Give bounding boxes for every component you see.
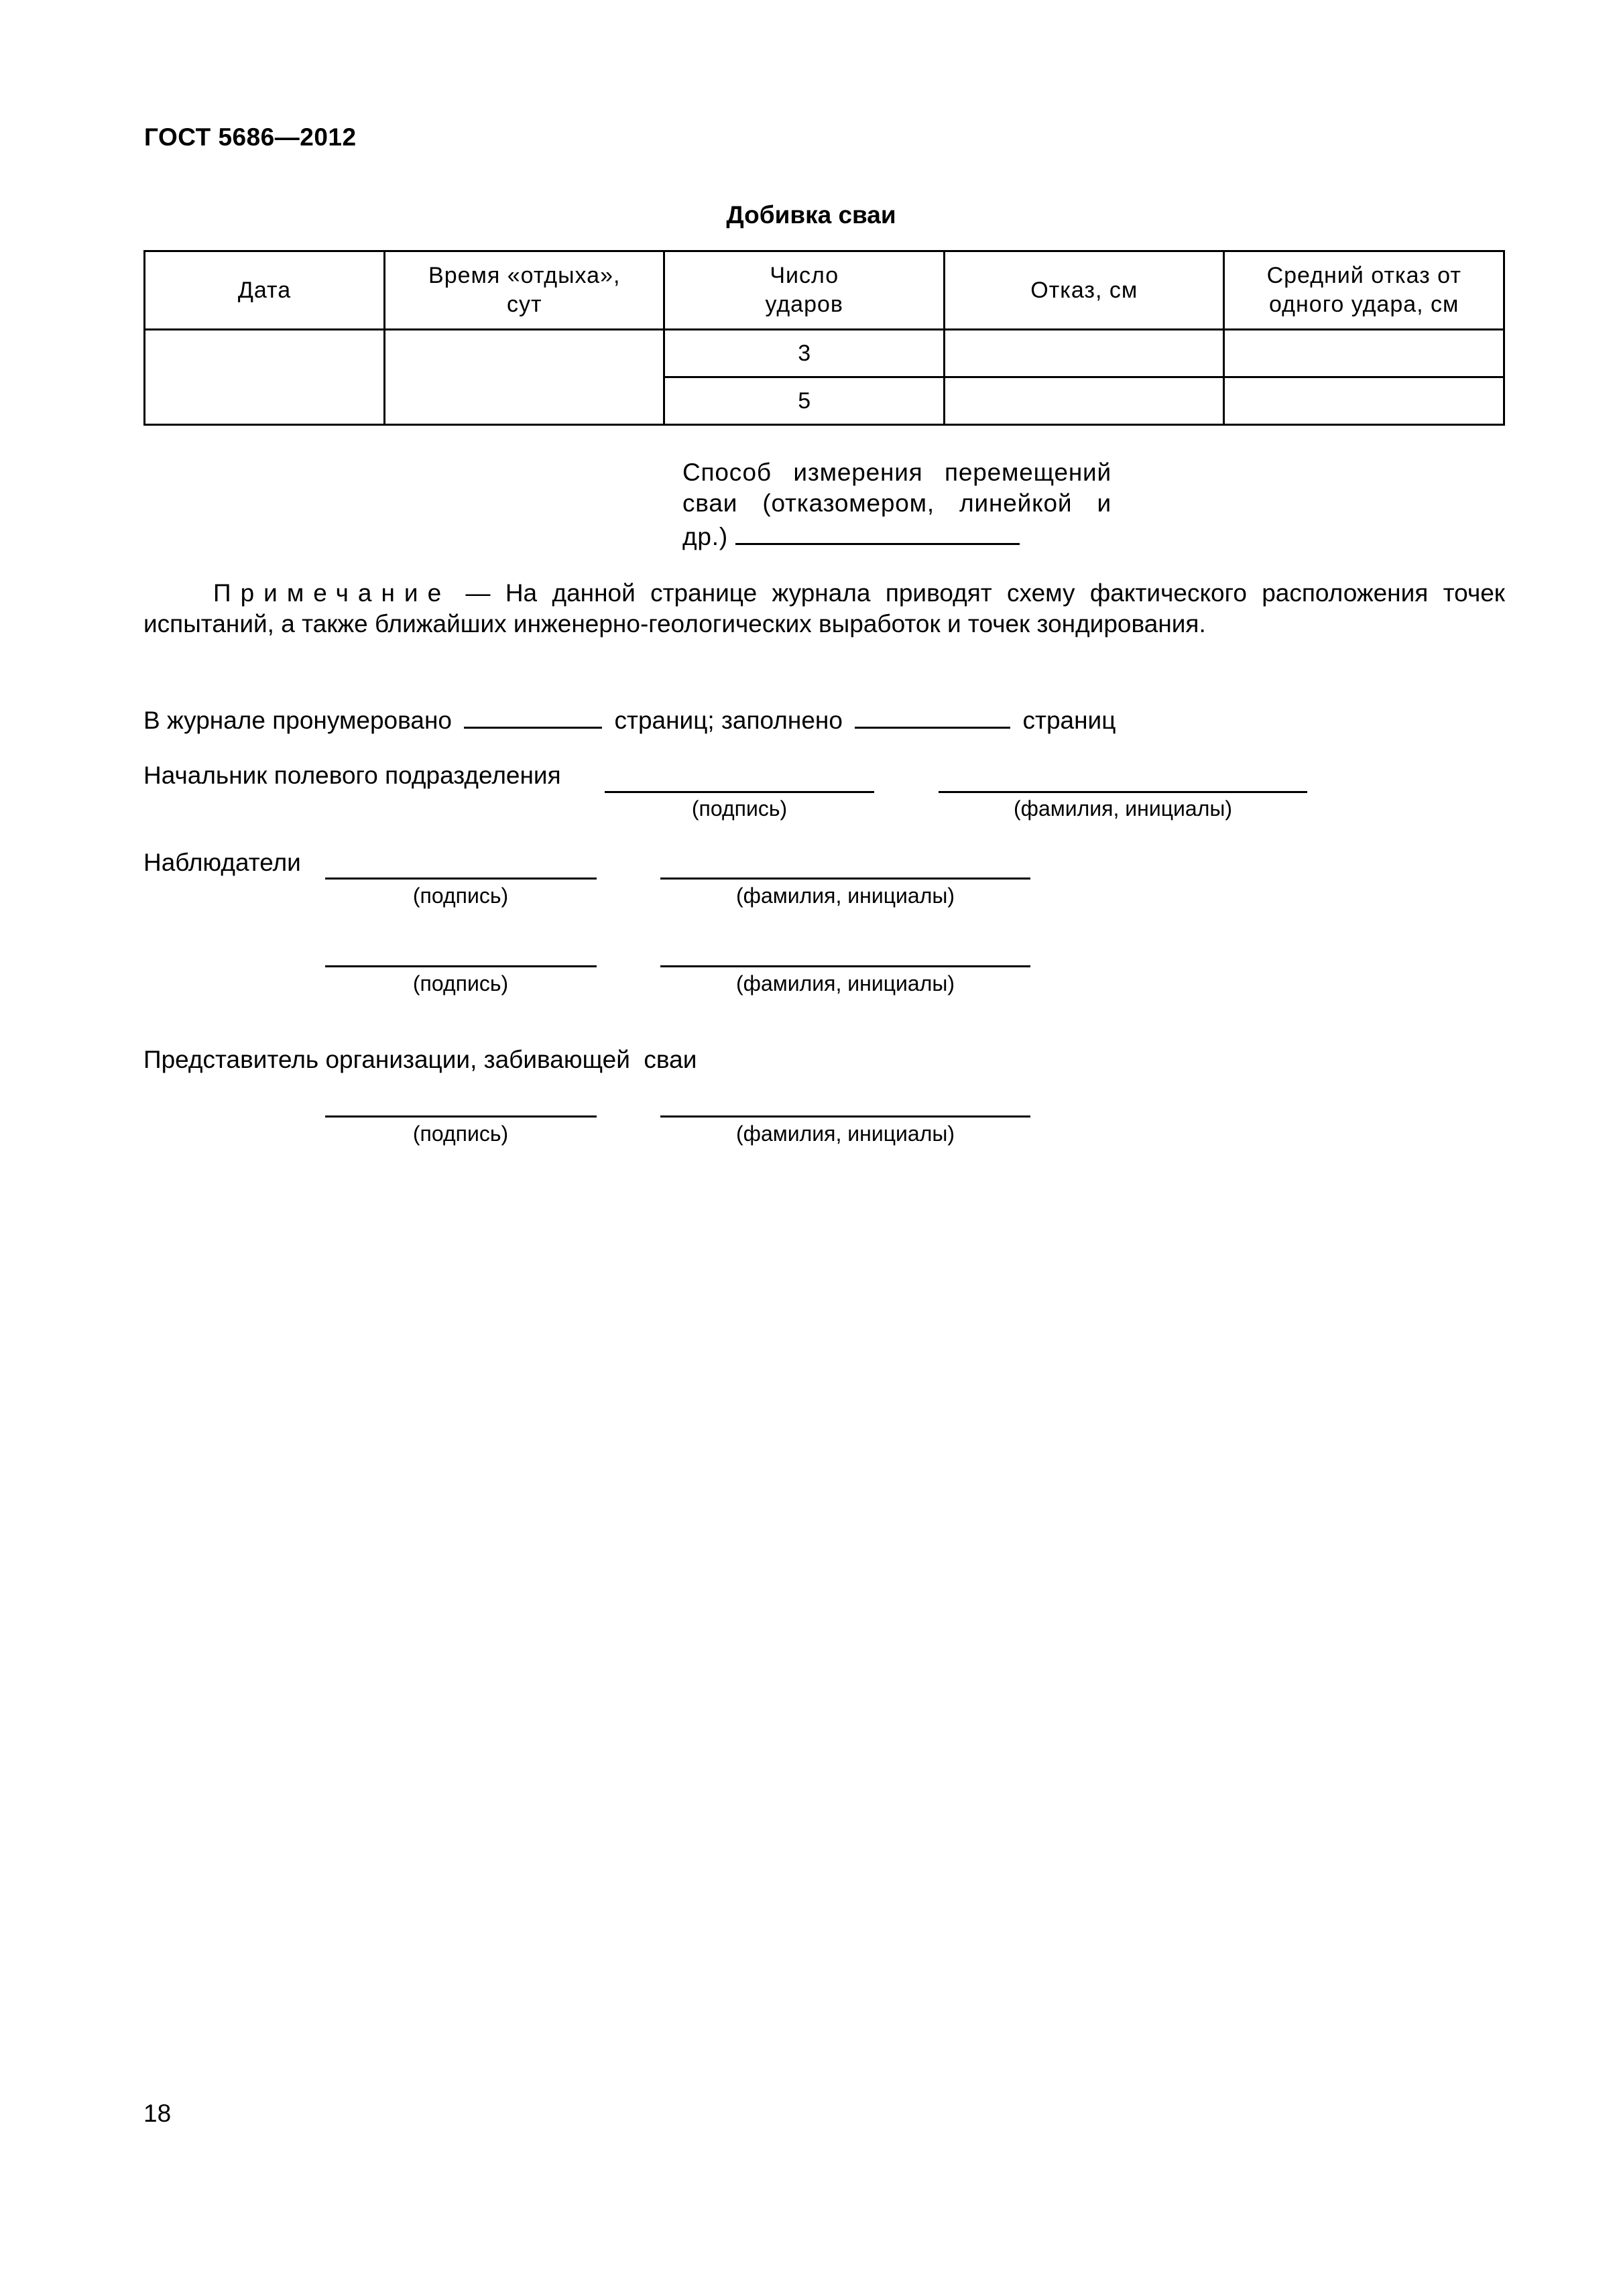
column-header-refusal: Отказ, см	[944, 251, 1223, 330]
blow-count-cell: 5	[664, 377, 944, 425]
representative-name-line[interactable]	[660, 1115, 1030, 1117]
column-header-blow-count: Число ударов	[664, 251, 944, 330]
date-cell[interactable]	[145, 330, 385, 425]
chief-signature-line[interactable]	[605, 791, 874, 793]
numbered-pages-blank[interactable]	[464, 703, 602, 729]
observer2-name-line[interactable]	[660, 965, 1030, 967]
rest-time-cell[interactable]	[385, 330, 664, 425]
observer1-signature-line[interactable]	[325, 878, 597, 880]
standard-header: ГОСТ 5686—2012	[144, 123, 357, 151]
journal-pages-label: страниц	[1022, 707, 1116, 734]
observers-label: Наблюдатели	[143, 849, 301, 876]
journal-pages-line	[143, 703, 1116, 735]
observer2-name-caption: (фамилия, инициалы)	[735, 971, 955, 995]
column-header-date: Дата	[145, 251, 385, 330]
refusal-cell[interactable]	[944, 377, 1223, 425]
note-block	[143, 578, 1505, 640]
journal-numbered-label: В журнале пронумеровано	[143, 707, 452, 734]
measurement-method-blank[interactable]	[735, 519, 1020, 545]
chief-signature-caption: (подпись)	[691, 796, 788, 821]
representative-signature-caption: (подпись)	[412, 1122, 509, 1146]
measurement-method-block	[682, 457, 1111, 552]
observer2-signature-caption: (подпись)	[412, 971, 509, 995]
note-label: Примечание	[213, 579, 451, 607]
observer1-signature-caption: (подпись)	[412, 884, 509, 908]
representative-name-caption: (фамилия, инициалы)	[735, 1122, 955, 1146]
blow-count-cell: 3	[664, 330, 944, 377]
pile-driving-table	[143, 250, 1505, 426]
chief-name-caption: (фамилия, инициалы)	[1013, 796, 1233, 821]
average-refusal-cell[interactable]	[1224, 330, 1504, 377]
observer1-name-line[interactable]	[660, 878, 1030, 880]
observer1-name-caption: (фамилия, инициалы)	[735, 884, 955, 908]
chief-label: Начальник полевого подразделения	[143, 762, 561, 789]
average-refusal-cell[interactable]	[1224, 377, 1504, 425]
filled-pages-blank[interactable]	[855, 703, 1010, 729]
refusal-cell[interactable]	[944, 330, 1223, 377]
table-header-row	[145, 251, 1504, 330]
section-title: Добивка сваи	[726, 201, 896, 229]
representative-signature-line[interactable]	[325, 1115, 597, 1117]
table-row	[145, 330, 1504, 377]
observer2-signature-line[interactable]	[325, 965, 597, 967]
page-number: 18	[143, 2100, 172, 2127]
chief-name-line[interactable]	[939, 791, 1307, 793]
measurement-method-text: Способ измерения перемещений сваи (отказомером, линейкой и др.)	[682, 459, 1111, 550]
representative-label: Представитель организации, забивающей сваи	[143, 1046, 697, 1073]
column-header-average-refusal: Средний отказ от одного удара, см	[1224, 251, 1504, 330]
column-header-rest-time: Время «отдыха», сут	[385, 251, 664, 330]
journal-filled-label: страниц; заполнено	[614, 707, 843, 734]
note-text: — На данной странице журнала приводят схему фактического расположения точек испытаний, а также ближайших инженерно-геологических выработок и точек зондирования.	[143, 579, 1505, 638]
